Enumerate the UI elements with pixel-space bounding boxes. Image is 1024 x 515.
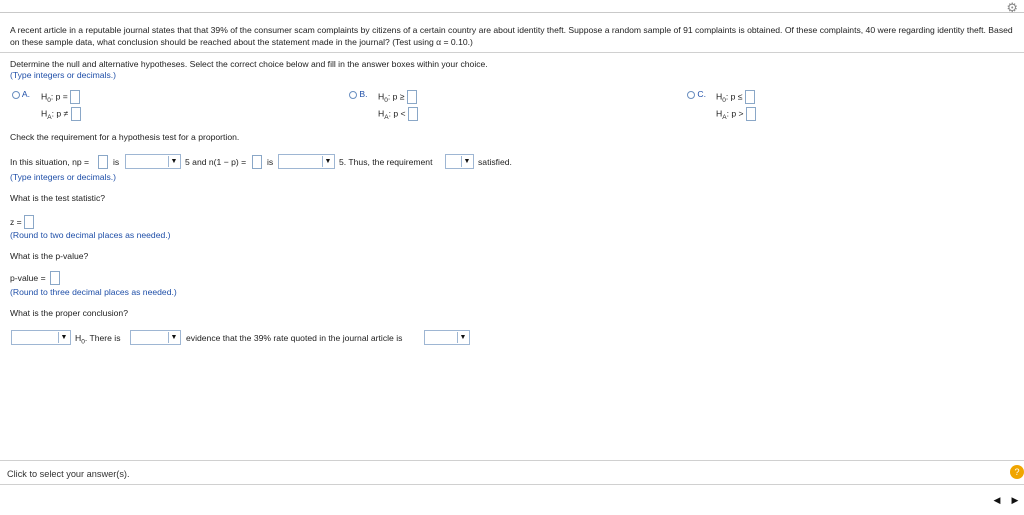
option-b-h0: $H_0$: p ≥ <box>378 90 417 104</box>
ha-label: H <box>378 108 385 119</box>
option-a-h0-input[interactable] <box>70 90 80 104</box>
h0-sub: 0 <box>384 96 388 104</box>
option-b-h0-input[interactable] <box>407 90 417 104</box>
np-input[interactable] <box>98 155 108 169</box>
pvalue-question: What is the p-value? <box>10 251 89 261</box>
option-b-ha-relation: p < <box>393 108 406 119</box>
option-c-ha: $H_A$: p > <box>716 107 756 121</box>
option-b-ha-input[interactable] <box>408 107 418 121</box>
top-divider <box>0 12 1024 13</box>
chevron-down-icon: ▼ <box>461 156 472 167</box>
option-c-h0: $H_0$: p ≤ <box>716 90 755 104</box>
chevron-down-icon: ▼ <box>58 332 69 343</box>
option-b-ha: $H_A$: p < <box>378 107 418 121</box>
footer-divider-bottom <box>0 484 1024 485</box>
option-a-radio[interactable] <box>12 91 20 99</box>
option-a-h0: $H_0$: p = <box>41 90 80 104</box>
h0-sub: 0 <box>47 96 51 104</box>
test-stat-question: What is the test statistic? <box>10 193 106 203</box>
chevron-down-icon: ▼ <box>168 332 179 343</box>
reject-decision-dropdown[interactable] <box>11 330 71 345</box>
ha-sub: A <box>384 113 389 121</box>
option-c-radio-group[interactable] <box>687 89 706 99</box>
hypotheses-hint: (Type integers or decimals.) <box>10 70 117 80</box>
option-a-letter: A. <box>21 89 31 99</box>
footer-divider-top <box>0 460 1024 461</box>
requirement-heading: Check the requirement for a hypothesis test for a proportion. <box>10 132 240 142</box>
option-c-radio[interactable] <box>687 91 695 99</box>
option-b-radio[interactable] <box>349 91 357 99</box>
option-a-ha: $H_A$: p ≠ <box>41 107 81 121</box>
n1p-comparison-dropdown[interactable] <box>278 154 335 169</box>
prev-arrow-icon[interactable]: ◀ <box>993 495 1001 505</box>
claim-status-dropdown[interactable] <box>424 330 470 345</box>
option-a-h0-relation: p = <box>55 91 68 102</box>
option-b-h0-relation: p ≥ <box>392 91 405 102</box>
requirement-n1p-label: 5 and n(1 − p) = <box>185 157 247 167</box>
conclusion-evidence-text: evidence that the 39% rate quoted in the journal article is <box>186 333 403 343</box>
option-c-h0-input[interactable] <box>745 90 755 104</box>
question-divider <box>0 52 1024 53</box>
chevron-down-icon: ▼ <box>457 332 468 343</box>
z-input[interactable] <box>24 215 34 229</box>
conclusion-h0-sub: 0 <box>81 338 85 346</box>
hypotheses-instruction: Determine the null and alternative hypotheses. Select the correct choice below and fill in the answer boxes within your choice. <box>10 59 488 69</box>
chevron-down-icon: ▼ <box>168 156 179 167</box>
option-a-ha-input[interactable] <box>71 107 81 121</box>
chevron-down-icon: ▼ <box>322 156 333 167</box>
ha-label: H <box>41 108 48 119</box>
requirement-is-label-1: is <box>113 157 120 167</box>
option-c-h0-relation: p ≤ <box>730 91 743 102</box>
test-stat-hint: (Round to two decimal places as needed.) <box>10 230 171 240</box>
requirement-thus-label: 5. Thus, the requirement <box>339 157 433 167</box>
requirement-satisfied-label: satisfied. <box>478 157 512 167</box>
pvalue-hint: (Round to three decimal places as needed.) <box>10 287 177 297</box>
requirement-is-label-2: is <box>267 157 274 167</box>
np-comparison-dropdown[interactable] <box>125 154 181 169</box>
help-icon[interactable]: ? <box>1010 465 1024 479</box>
gear-icon[interactable]: ⚙ <box>1006 0 1018 15</box>
h0-label: H <box>716 91 723 102</box>
pvalue-label: p-value = <box>10 273 46 283</box>
conclusion-there-is: . There is <box>84 333 121 343</box>
option-a-ha-relation: p ≠ <box>56 108 69 119</box>
option-c-ha-input[interactable] <box>746 107 756 121</box>
option-c-ha-relation: p > <box>731 108 744 119</box>
evidence-strength-dropdown[interactable] <box>130 330 181 345</box>
option-c-letter: C. <box>697 89 706 99</box>
h0-label: H <box>41 91 48 102</box>
ha-sub: A <box>722 113 727 121</box>
h0-label: H <box>378 91 385 102</box>
requirement-np-label: In this situation, np = <box>10 157 90 167</box>
n1p-input[interactable] <box>252 155 262 169</box>
z-label: z = <box>10 217 22 227</box>
conclusion-h0-text <box>75 333 121 346</box>
ha-sub: A <box>47 113 52 121</box>
next-arrow-icon[interactable]: ▶ <box>1011 495 1019 505</box>
pvalue-input[interactable] <box>50 271 60 285</box>
question-text: A recent article in a reputable journal states that that 39% of the consumer scam complaints by citizens of a certain country are about identity theft. Suppose a random sample of 91 complaints is obtained. Of these complaints, 40 were regarding identity theft. Based on these sample data, what conclusion should be reached about the statement made in the journal? (Test using α = 0.10.) <box>10 25 1013 47</box>
requirement-hint: (Type integers or decimals.) <box>10 172 117 182</box>
option-b-letter: B. <box>359 89 368 99</box>
option-b-radio-group[interactable] <box>349 89 368 99</box>
conclusion-h0-label: H <box>75 333 82 343</box>
footer-status: Click to select your answer(s). <box>7 469 130 479</box>
conclusion-question: What is the proper conclusion? <box>10 308 128 318</box>
option-a-radio-group[interactable] <box>12 89 30 99</box>
requirement-satisfied-dropdown[interactable] <box>445 154 474 169</box>
h0-sub: 0 <box>722 96 726 104</box>
ha-label: H <box>716 108 723 119</box>
